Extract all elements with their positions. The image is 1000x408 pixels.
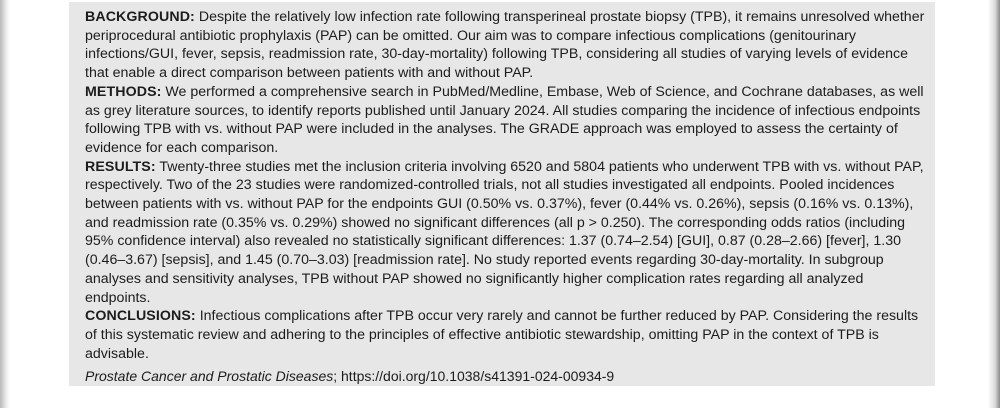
conclusions-section	[85, 307, 925, 363]
methods-section	[85, 83, 925, 158]
background-text: Despite the relatively low infection rate following transperineal prostate biopsy (TPB), it remains unresolved whether periprocedural antibiotic prophylaxis (PAP) can be omitted. Our aim was to compare infectious complications (genitourinary infections/GUI, fever, sepsis, readmission rate, 30-day-mortality) following TPB, considering all studies of varying levels of evidence that enable a direct comparison between patients with and without PAP.	[85, 9, 925, 82]
results-section	[85, 158, 925, 308]
results-text: Twenty-three studies met the inclusion criteria involving 6520 and 5804 patients who underwent TPB with vs. without PAP, respectively. Two of the 23 studies were randomized-controlled trials, not all studies investigated all endpoints. Pooled incidences between patients with vs. without PAP for the endpoints GUI (0.50% vs. 0.37%), fever (0.44% vs. 0.26%), sepsis (0.16% vs. 0.13%), and readmission rate (0.35% vs. 0.29%) showed no significant differences (all p > 0.250). The corresponding odds ratios (including 95% confidence interval) also revealed no statistically significant differences: 1.37 (0.74–2.54) [GUI], 0.87 (0.28–2.66) [fever], 1.30 (0.46–3.67) [sepsis], and 1.45 (0.70–3.03) [readmission rate]. No study reported events regarding 30-day-mortality. In subgroup analyses and sensitivity analyses, TPB without PAP showed no significantly higher complication rates regarding all analyzed endpoints.	[85, 158, 924, 306]
journal-name: Prostate Cancer and Prostatic Diseases	[85, 368, 334, 385]
doi-link[interactable]: https://doi.org/10.1038/s41391-024-00934-9	[341, 368, 615, 385]
methods-text: We performed a comprehensive search in PubMed/Medline, Embase, Web of Science, and Cochrane databases, as well as grey literature sources, to identify reports published until January 2024. All studies comparing the incidence of infectious endpoints following TPB with vs. without PAP were included in the analyses. The GRADE approach was employed to assess the certainty of evidence for each comparison.	[85, 83, 924, 156]
citation-line	[85, 367, 925, 386]
methods-heading: METHODS:	[85, 83, 162, 100]
results-heading: RESULTS:	[85, 158, 156, 175]
page-edge-right	[988, 0, 1000, 408]
abstract-box	[69, 2, 935, 386]
background-heading: BACKGROUND:	[85, 9, 195, 25]
conclusions-heading: CONCLUSIONS:	[85, 308, 196, 325]
background-section	[85, 8, 925, 83]
page-edge-left	[0, 0, 10, 408]
citation-separator: ;	[333, 368, 338, 385]
conclusions-text: Infectious complications after TPB occur very rarely and cannot be further reduced by PAP. Considering the results of this systematic review and adhering to the principles of effective antibiotic stewardship, omitting PAP in the context of TPB is advisable.	[85, 308, 919, 362]
